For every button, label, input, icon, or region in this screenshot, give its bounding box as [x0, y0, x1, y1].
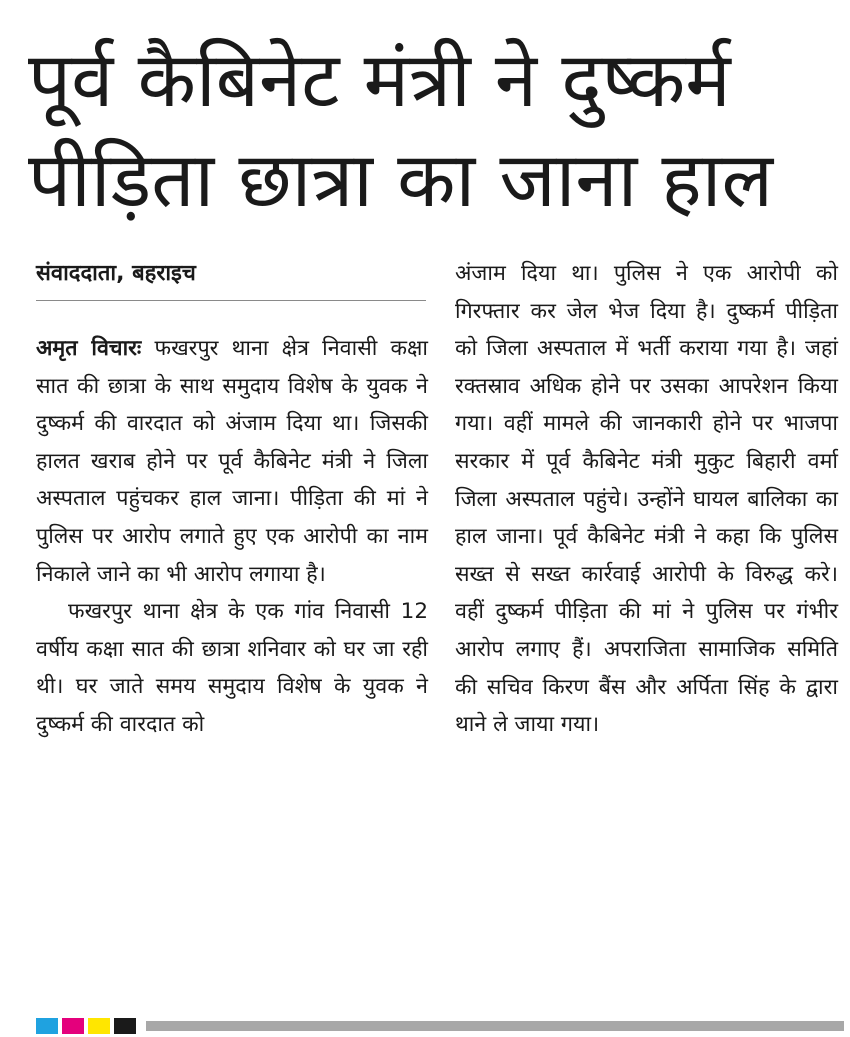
headline: [28, 30, 838, 230]
article-paragraph-1: [36, 330, 428, 593]
yellow-swatch: [88, 1018, 110, 1034]
article-column-right: [455, 255, 838, 744]
article-paragraph-2-continued: अंजाम दिया था। पुलिस ने एक आरोपी को गिरफ्तार कर जेल भेज दिया है। दुष्कर्म पीड़िता को जिला अस्पताल में भर्ती कराया गया है। जहां रक्तस्राव अधिक होने पर उसका आपरेशन किया गया। वहीं मामले की जानकारी होने पर भाजपा सरकार में पूर्व कैबिनेट मंत्री मुकुट बिहारी वर्मा जिला अस्पताल पहुंचे। उन्होंने घायल बालिका का हाल जाना। पूर्व कैबिनेट मंत्री ने कहा कि पुलिस सख्त से सख्त कार्रवाई आरोपी के विरुद्ध करे। वहीं दुष्कर्म पीड़िता की मां ने पुलिस पर गंभीर आरोप लगाए हैं। अपराजिता सामाजिक समिति की सचिव किरण बैंस और अर्पिता सिंह के द्वारा थाने ले जाया गया।: [455, 261, 838, 738]
article-column-left: [36, 330, 428, 744]
paragraph-1-text: फखरपुर थाना क्षेत्र निवासी कक्षा सात की छात्रा के साथ समुदाय विशेष के युवक ने दुष्कर्म की वारदात को अंजाम दिया था। जिसकी हालत खराब होने पर पूर्व कैबिनेट मंत्री ने जिला अस्पताल पहुंचकर हाल जाना। पीड़िता की मां ने पुलिस पर आरोप लगाते हुए एक आरोपी का नाम निकाले जाने का भी आरोप लगाया है।: [36, 336, 429, 587]
lead-label: अमृत विचारः: [36, 336, 142, 361]
print-color-bar: [36, 1018, 844, 1034]
magenta-swatch: [62, 1018, 84, 1034]
headline-line-2: पीड़िता छात्रा का जाना हाल: [28, 135, 773, 224]
headline-line-1: पूर्व कैबिनेट मंत्री ने दुष्कर्म: [28, 35, 731, 124]
article-paragraph-2-start: फखरपुर थाना क्षेत्र के एक गांव निवासी 12 वर्षीय कक्षा सात की छात्रा शनिवार को घर जा रही थी। घर जाते समय समुदाय विशेष के युवक ने दुष्कर्म की वारदात को: [36, 599, 428, 737]
cyan-swatch: [36, 1018, 58, 1034]
black-swatch: [114, 1018, 136, 1034]
byline: संवाददाता, बहराइच: [36, 258, 426, 301]
gray-registration-bar: [146, 1021, 844, 1031]
